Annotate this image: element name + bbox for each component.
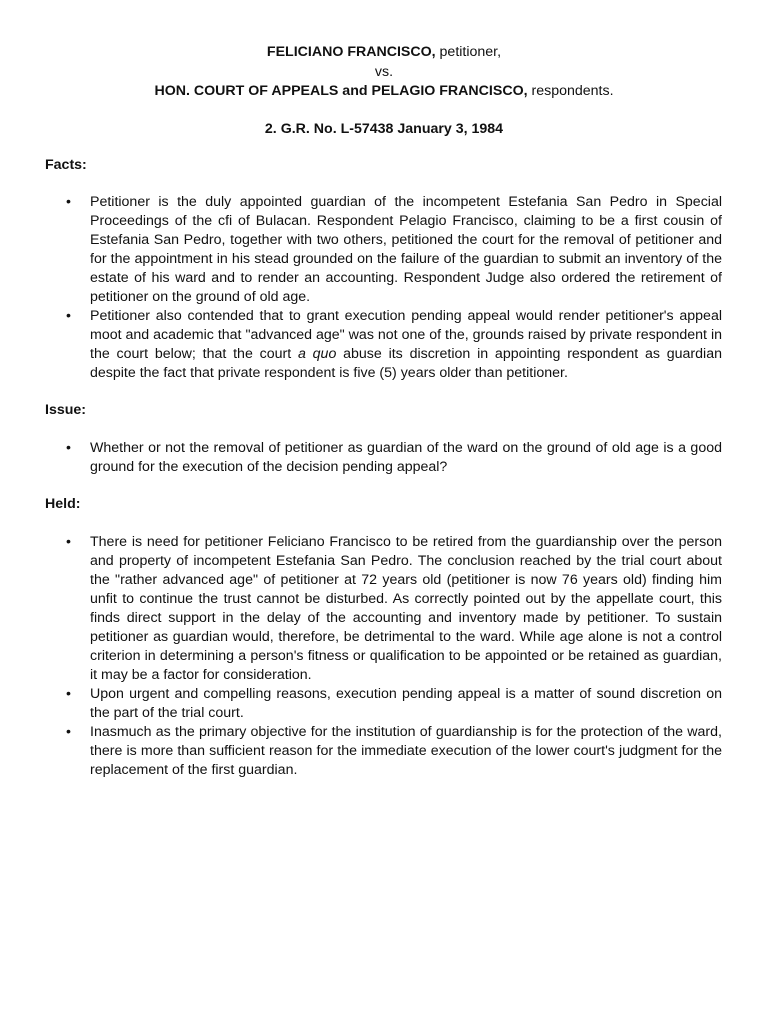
respondents-names: HON. COURT OF APPEALS and PELAGIO FRANCISCO, [154,83,528,99]
petitioner-role: petitioner, [435,44,502,60]
issue-heading: Issue: [45,402,87,418]
facts-item-text [90,308,722,381]
bullet-icon: • [66,686,71,702]
held-item-text: There is need for petitioner Feliciano Francisco to be retired from the guardianship over the person and property of incompetent Estefania San Pedro. The conclusion reached by the trial court about the "rather advanced age" of petitioner at 72 years old (petitioner is now 76 years old) finding him unfit to continue the trust cannot be disturbed. As correctly pointed out by the appellate court, this finds direct support in the delay of the accounting and inventory made by petitioner. To sustain petitioner as guardian would, therefore, be detrimental to the ward. While age alone is not a control criterion in determining a person's fitness or qualification to be appointed or be retained as guardian, it may be a factor for consideration. [90,534,722,683]
italic-latin-term: a quo [297,346,337,362]
bullet-icon: • [66,534,71,550]
petitioner-caption [0,43,768,62]
list-item [0,685,768,723]
issue-list [0,439,768,477]
bullet-icon: • [66,308,71,324]
held-item-text: Upon urgent and compelling reasons, execution pending appeal is a matter of sound discretion on the part of the trial court. [90,686,722,721]
facts-heading: Facts: [45,157,87,173]
list-item [0,533,768,685]
case-number: 2. G.R. No. L-57438 January 3, 1984 [264,121,504,137]
held-item-text: Inasmuch as the primary objective for the institution of guardianship is for the protection of the ward, there is more than sufficient reason for the immediate execution of the lower court's judgment for the replacement of the first guardian. [90,724,722,778]
list-item [0,439,768,477]
issue-item-text: Whether or not the removal of petitioner as guardian of the ward on the ground of old age is a good ground for the execution of the decision pending appeal? [90,440,722,475]
list-item [0,193,768,307]
facts-item-text-part: abuse its discretion in appointing respondent as guardian despite the fact that private respondent is five (5) years older than petitioner. [90,346,722,381]
respondents-caption [0,82,768,101]
facts-item-text: Petitioner is the duly appointed guardian of the incompetent Estefania San Pedro in Special Proceedings of the cfi of Bulacan. Respondent Pelagio Francisco, claiming to be a first cousin of Estefania San Pedro, together with two others, petitioned the court for the removal of petitioner and for the appointment in his stead grounded on the failure of the guardian to submit an inventory of the estate of his ward and to render an accounting. Respondent Judge also ordered the retirement of petitioner on the ground of old age. [90,194,722,305]
list-item [0,723,768,780]
held-heading: Held: [45,496,81,512]
respondents-role: respondents. [527,83,614,99]
bullet-icon: • [66,440,71,456]
facts-item-text-part: Petitioner also contended that to grant execution pending appeal would render petitioner's appeal moot and academic that "advanced age" was not one of the, grounds raised by private respondent in the court below; that the court [90,308,722,362]
bullet-icon: • [66,724,71,740]
petitioner-name: FELICIANO FRANCISCO, [266,44,436,60]
facts-list [0,193,768,383]
held-list [0,533,768,780]
bullet-icon: • [66,194,71,210]
versus-label: vs. [374,64,394,80]
list-item [0,307,768,383]
